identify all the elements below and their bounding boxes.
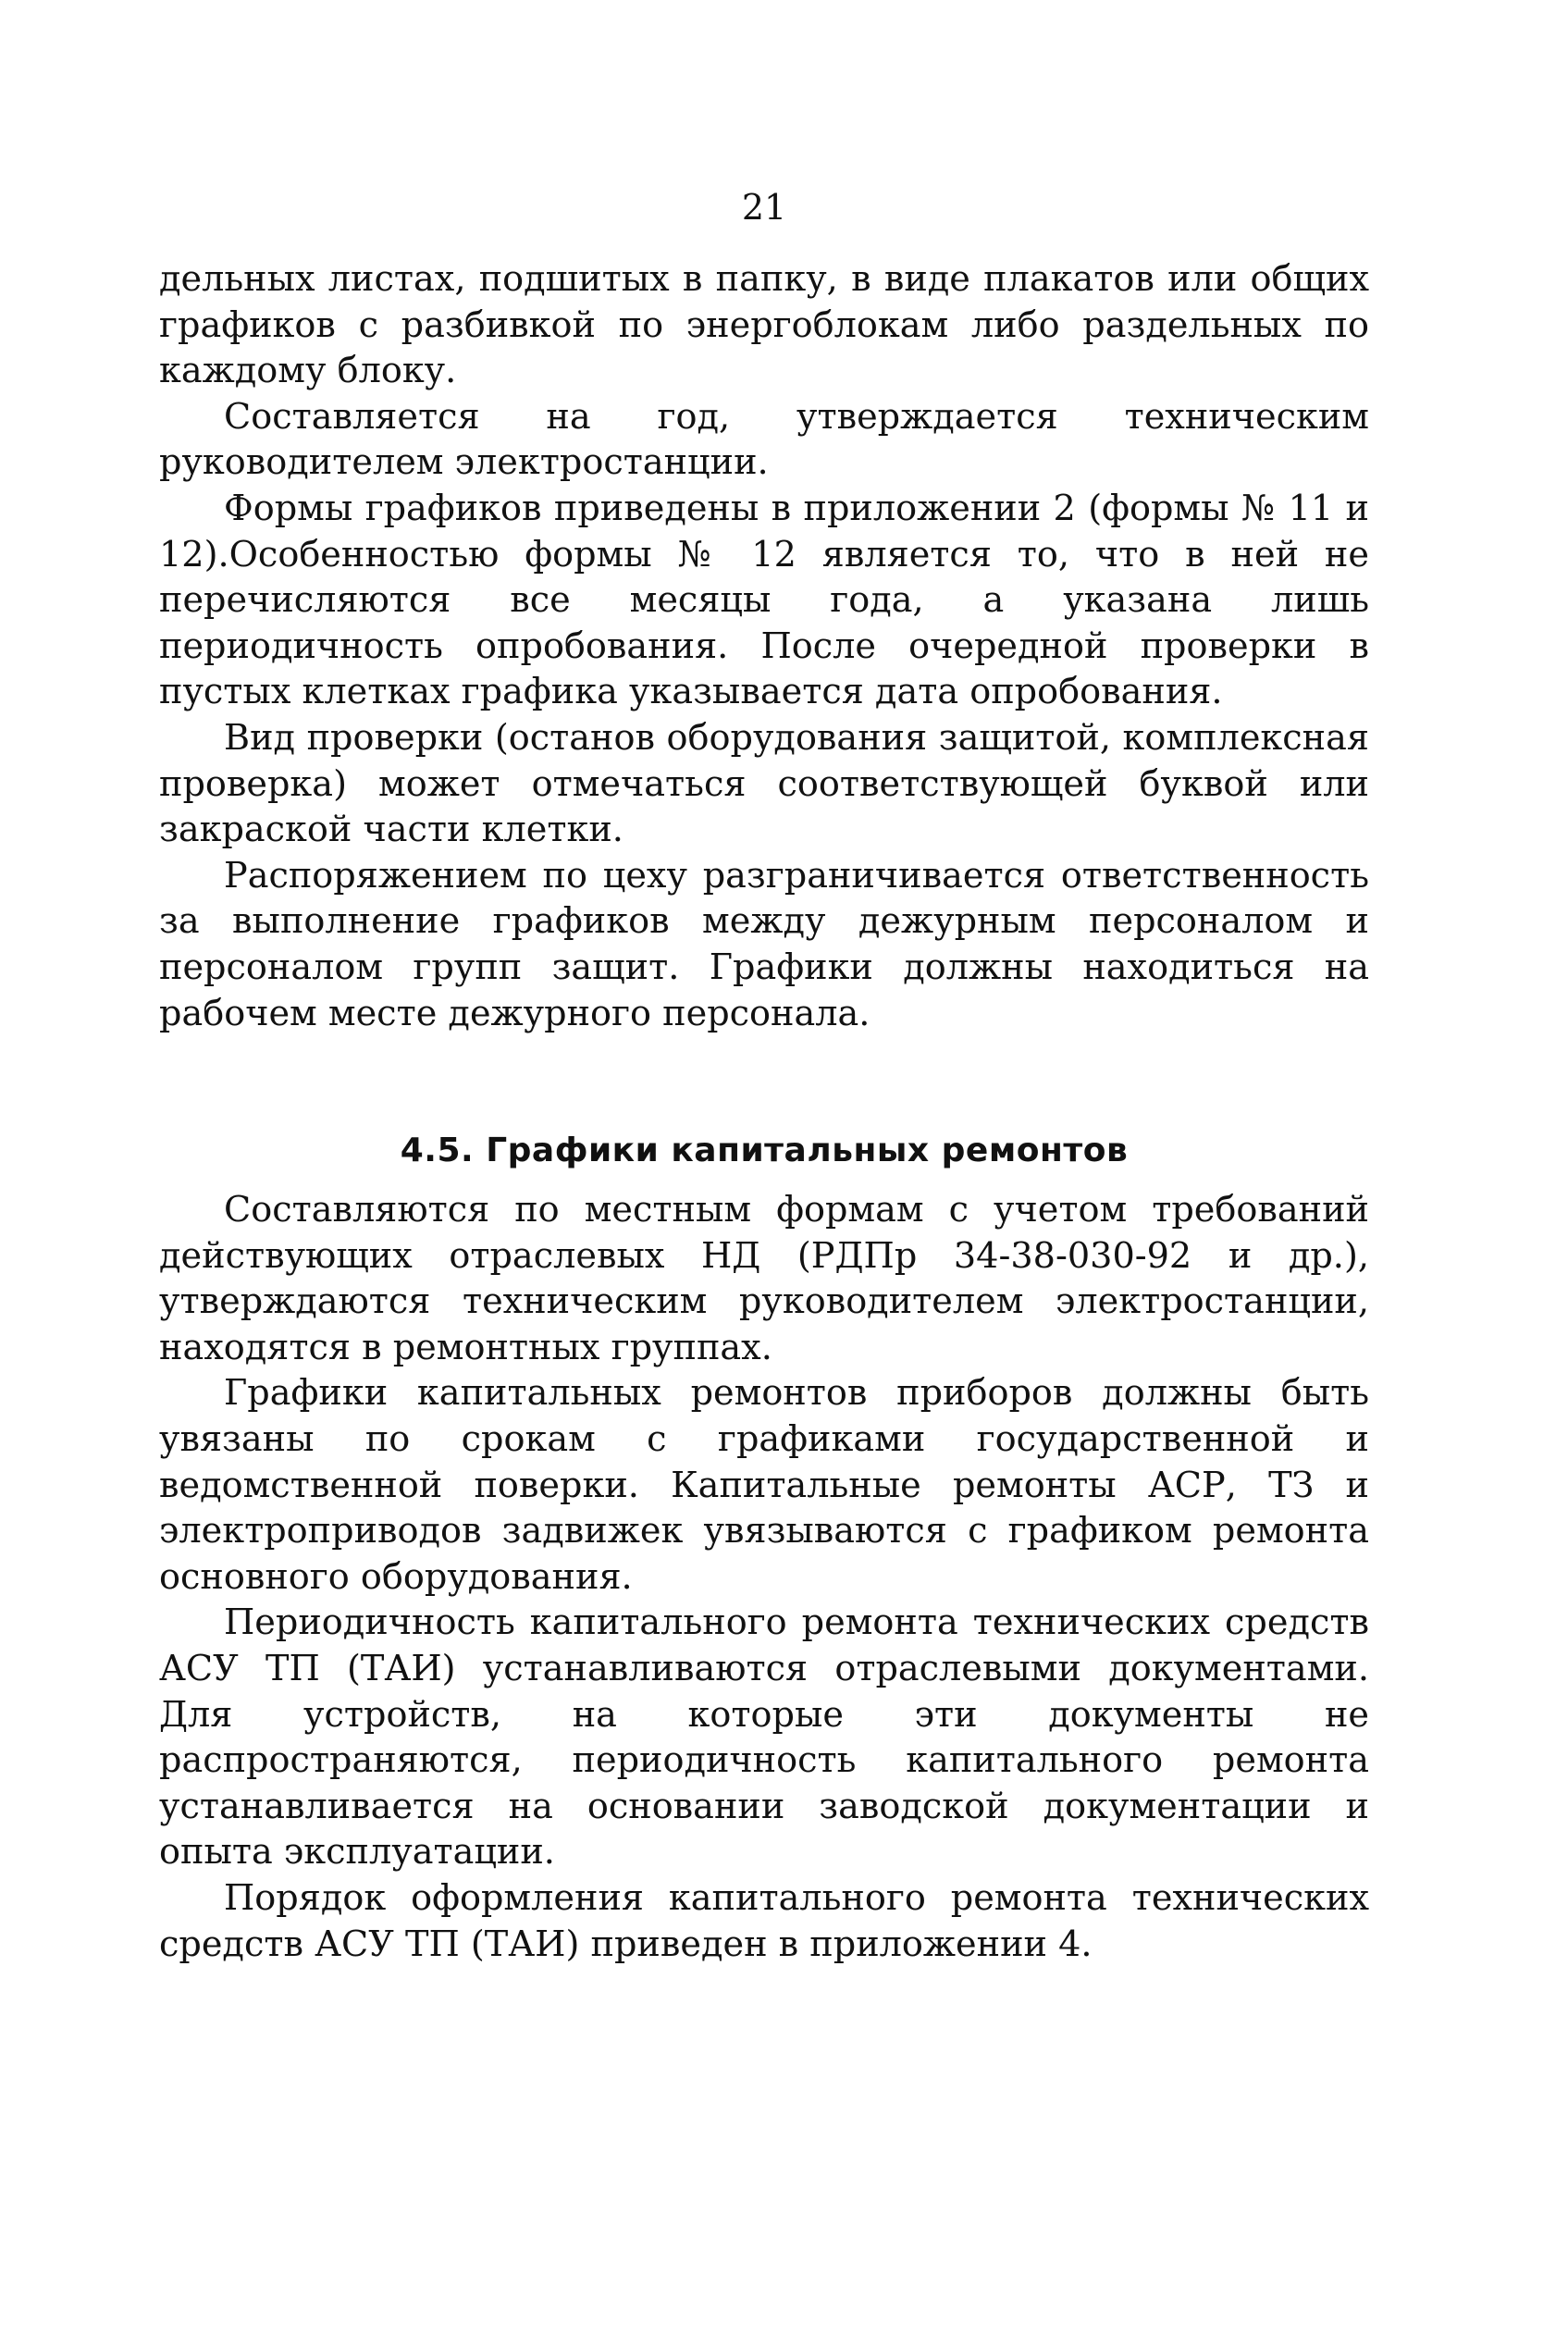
paragraph: Порядок оформления капитального ремонта технических средств АСУ ТП (ТАИ) приведен в приложении 4. (159, 1877, 1369, 1965)
paragraph: Вид проверки (останов оборудования защитой, комплексная проверка) может отмечаться соответствующей буквой или закраской части клетки. (159, 717, 1369, 851)
paragraph: Графики капитальных ремонтов приборов должны быть увязаны по срокам с графиками государственной и ведомственной поверки. Капитальные ремонты АСР, ТЗ и электроприводов задвижек увязываются с графиком ремонта основного оборудования. (159, 1373, 1369, 1598)
section-heading: 4.5. Графики капитальных ремонтов (400, 1132, 1129, 1169)
paragraph: Составляется на год, утверждается техническим руководителем электростанции. (159, 396, 1369, 484)
paragraph: Распоряжением по цеху разграничивается ответственность за выполнение графиков между дежурным персоналом и персоналом групп защит. Графики должны находиться на рабочем месте дежурного персонала. (159, 855, 1369, 1034)
bottom-text-block (159, 1188, 1369, 1968)
page-number: 21 (741, 187, 787, 228)
paragraph-continuation: дельных листах, подшитых в папку, в виде плакатов или общих графиков с разбивкой по энергоблокам либо раздельных по каждому блоку. (159, 259, 1369, 392)
top-text-block (159, 257, 1369, 1037)
paragraph: Составляются по местным формам с учетом требований действующих отраслевых НД (РДПр 34-38-030-92 и др.), утверждаются техническим руководителем электростанции, находятся в ремонтных группах. (159, 1190, 1369, 1368)
paragraph: Формы графиков приведены в приложении 2 (формы № 11 и 12).Особенностью формы № 12 является то, что в ней не перечисляются все месяцы года, а указана лишь периодичность опробования. После очередной проверки в пустых клетках графика указывается дата опробования. (159, 488, 1369, 713)
paragraph: Периодичность капитального ремонта технических средств АСУ ТП (ТАИ) устанавливаются отраслевыми документами. Для устройств, на которые эти документы не распространяются, периодичность капитального ремонта устанавливается на основании заводской документации и опыта эксплуатации. (159, 1602, 1369, 1874)
